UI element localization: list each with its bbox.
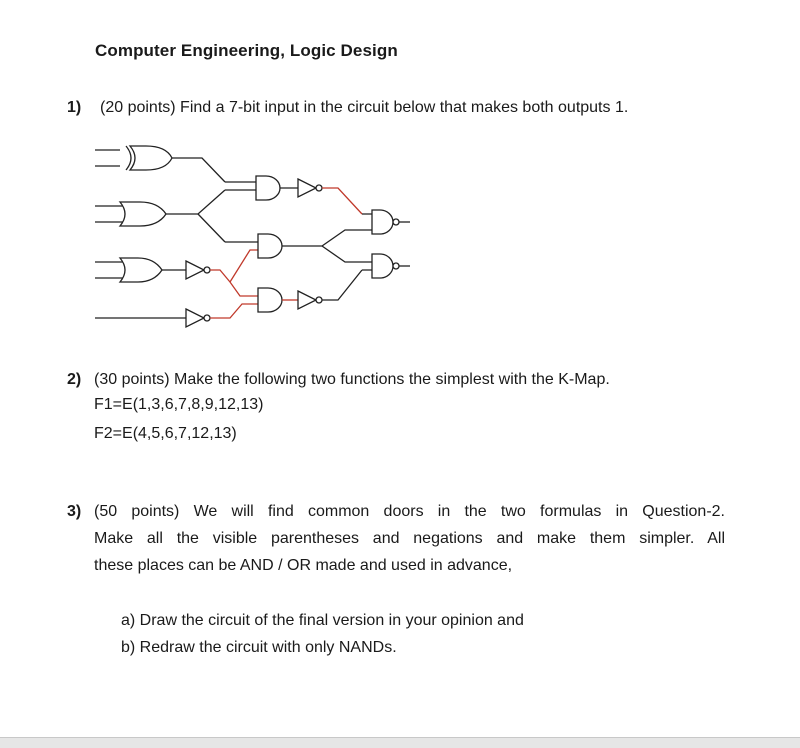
question-2 xyxy=(67,366,610,393)
question-1-text: (20 points) Find a 7-bit input in the circuit below that makes both outputs 1. xyxy=(100,99,629,116)
question-3-line-3: these places can be AND / OR made and used in advance, xyxy=(94,557,513,574)
question-3-text-1: (50 points) We will find common doors in the two formulas in Question-2. xyxy=(94,503,725,520)
question-2-number: 2) xyxy=(67,371,82,388)
or-gate-2 xyxy=(95,190,225,242)
question-3-part-a: a) Draw the circuit of the final version in your opinion and xyxy=(121,612,524,629)
output-nand-gate-1 xyxy=(362,210,410,234)
not-gate-bottom xyxy=(95,304,258,327)
question-3-part-b: b) Redraw the circuit with only NANDs. xyxy=(121,639,397,656)
question-1 xyxy=(67,94,628,121)
and-gate-upper xyxy=(225,176,362,214)
question-1-number: 1) xyxy=(67,99,82,116)
function-f1: F1=E(1,3,6,7,8,9,12,13) xyxy=(94,396,264,413)
output-nand-gate-2 xyxy=(362,254,410,278)
function-f2: F2=E(4,5,6,7,12,13) xyxy=(94,425,237,442)
question-2-text: (30 points) Make the following two functions the simplest with the K-Map. xyxy=(94,371,610,388)
question-3-line-1 xyxy=(67,503,725,521)
question-3-number: 3) xyxy=(67,503,82,520)
question-3-line-2: Make all the visible parentheses and negations and make them simpler. All xyxy=(94,530,725,547)
bottom-bar xyxy=(0,737,800,748)
and-gate-middle xyxy=(225,230,362,282)
and-gate-lower xyxy=(258,270,362,312)
logic-circuit-diagram xyxy=(90,138,420,338)
page-title: Computer Engineering, Logic Design xyxy=(95,41,398,60)
xor-gate xyxy=(95,146,225,182)
